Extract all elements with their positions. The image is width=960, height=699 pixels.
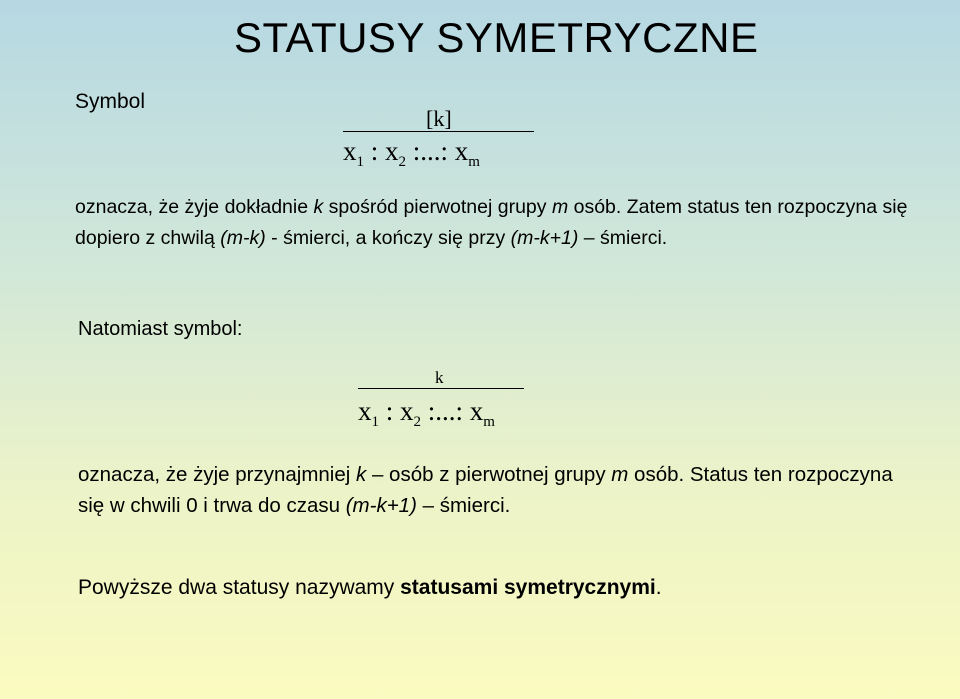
summary-line: Powyższe dwa statusy nazywamy statusami symetrycznymi.	[78, 576, 662, 599]
paragraph-2: oznacza, że żyje przynajmniej k – osób z pierwotnej grupy m osób. Status ten rozpoczyna się w chwili 0 i trwa do czasu (m-k+1) – śmierci.	[78, 463, 893, 517]
symbol-label: Symbol	[75, 90, 146, 113]
formula1: $x_1$ : $x_2$ :...: $x_m$	[343, 136, 480, 170]
formula2-rule	[358, 388, 524, 389]
page-title: STATUSY SYMETRYCZNE	[234, 14, 759, 61]
paragraph-1: oznacza, że żyje dokładnie k spośród pierwotnej grupy m osób. Zatem status ten rozpoczyna się dopiero z chwilą (m-k) - śmierci, a kończy się przy (m-k+1) – śmierci.	[75, 196, 908, 249]
natomiast-label: Natomiast symbol:	[78, 318, 243, 340]
formula2: $x_1$ : $x_2$ :...: $x_m$	[358, 396, 495, 430]
formula1-rule	[343, 131, 534, 132]
formula2-k-label: k	[435, 368, 444, 387]
formula1-k-label: [k]	[426, 106, 452, 131]
